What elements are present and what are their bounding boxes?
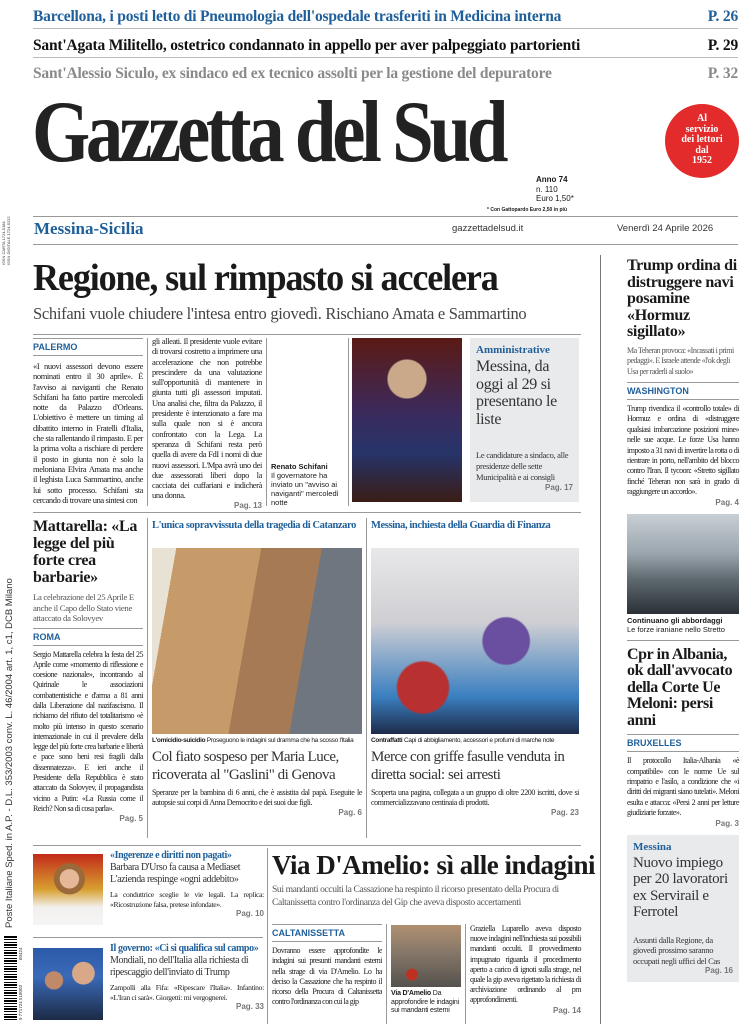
masthead-title: Gazzetta del Sud [32,84,505,181]
mondiali-headline[interactable]: Mondiali, no dell'Italia alla richiesta di ripescaggio dell'inviato di Trump [110,955,249,978]
postal-notice: Poste Italiane Sped. in A.P. - D.L. 353/2003 conv. L. 46/2004 art. 1, c1, DCB Milano [4,578,15,928]
box-page: Pag. 16 [704,966,733,976]
trump-subtitle: Ma Teheran provoca: «Incassati i primi pedaggi». E Israele attende «l'ok degli Usa per raderli al suolo» [627,345,734,376]
teaser-text: Sant'Alessio Siculo, ex sindaco ed ex tecnico assolti per la gestione del depuratore [33,65,552,82]
damelio-photo-caption [391,990,465,1016]
issue-number: n. 110 [536,184,558,194]
damelio-col-1 [272,924,382,1008]
caption-title: Renato Schifani [271,462,328,471]
damelio-col-3 [470,924,581,1016]
caption-title: Via D'Amelio [391,990,431,997]
teaser-2[interactable] [33,34,738,58]
issue-info [536,175,574,204]
badge-line: dei lettori [681,134,723,145]
divider [627,640,739,641]
lead-headline[interactable]: Regione, sul rimpasto si accelera [33,257,498,299]
cpr-body: Il protocollo Italia-Albania «è compatibile» con le norme Ue sul rimpatrio e l'asilo, a condizione che «i diritti dei migranti siano tutelati». Meloni esulta e attacca: «Persi 2 anni per letture giudiziarie forzate». [627,756,739,818]
durso-kicker: «Ingerenze e diritti non pagati» [110,850,232,861]
cpr-page[interactable]: Pag. 3 [715,818,739,828]
finanza-headline[interactable]: Merce con griffe fasulle venduta in diretta social: sei arresti [371,749,565,783]
box-page: Pag. 17 [544,483,573,492]
durso-article [110,850,264,919]
trump-page[interactable]: Pag. 4 [715,497,739,507]
badge-line: Al [697,113,707,124]
damelio-photo [391,925,461,987]
damelio-headline[interactable]: Via D'Amelio: sì alle indagini [272,850,596,880]
mondiali-photo [33,948,103,1020]
schifani-photo [352,338,462,502]
durso-photo [33,854,103,925]
cpr-article [627,647,739,829]
catanzaro-caption [152,737,362,745]
box-body: Le candidature a sindaco, alle presidenze delle sette Municipalità e ai consigli [476,450,569,482]
lead-photo-caption [271,462,347,507]
durso-page[interactable]: Pag. 10 [235,909,264,918]
finanza-body: Scoperta una pagina, collegata a un gruppo di oltre 2200 iscritti, dove si commercializzavano centinaia di prodotti. [371,788,579,807]
trump-article [627,258,739,508]
lead-page[interactable]: Pag. 13 [233,500,262,510]
catanzaro-headline[interactable]: Col fiato sospeso per Maria Luce, ricoverata al "Gaslini" di Genova [152,749,339,783]
barcode-code: 60424 [18,947,23,960]
price: Euro 1,50* [536,194,574,203]
caption-text: Proseguono le indagini sul dramma che ha scosso l'Italia [206,737,354,744]
mattarella-kicker: ROMA [33,628,143,646]
teaser-text: Sant'Agata Militello, ostetrico condannato in appello per aver palpeggiato partorienti [33,36,581,54]
caption-text: Da approfondire le indagini sui mandanti esterni [391,990,459,1014]
finanza-caption [371,737,579,745]
caption-text: Il governatore ha inviato un "avviso ai naviganti" mercoledì notte [271,471,339,507]
finanza-article [371,737,579,818]
teaser-page: P. 29 [707,36,738,54]
catanzaro-article [152,737,362,818]
lead-body-2: gli alleati. Il presidente vuole evitare di trovarsi costretto a imprimere una accelerazione che non potrebbe prescindere da una valutazione sull'opportunità di mantenere in giunta tutti gli assessori imputati. Una analisi che, filtra da Palazzo, il presidente è intenzionato a fare ma sulla quale non si è ancora confrontato con la Lega. La speranza di Schifani resta però quella di avere da FdI i nomi di due nuovi assessori. L'Mpa avrà uno dei due assessorati liberi dopo la cacciata dei cuffariani e indicherà una donna. [152,336,262,501]
catanzaro-kicker: L'unica sopravvissuta della tragedia di Catanzaro [152,520,356,531]
durso-headline[interactable]: Barbara D'Urso fa causa a Mediaset L'azienda respinge «ogni addebito» [110,862,241,885]
website[interactable]: gazzettadelsud.it [452,223,524,234]
teaser-page: P. 26 [707,7,738,25]
caption-text: Capi di abbigliamento, accessori e profumi di marche note [403,737,555,744]
teaser-1[interactable] [33,5,738,29]
lead-kicker: PALERMO [33,338,143,356]
hormuz-ship-photo [627,514,739,614]
lead-col-2 [152,336,262,511]
servirail-box[interactable] [627,835,739,983]
teaser-page: P. 32 [707,65,738,82]
badge-line: dal [695,144,709,156]
right-column [627,258,739,982]
badge-line: 1952 [692,155,712,166]
catanzaro-body: Speranze per la bambina di 6 anni, che è assistita dal papà. Eseguite le autopsie sui corpi di Anna Democrito e dei suoi due figli. [152,788,362,807]
issn-digital: ISSN DIGITALE 1724-5222 [6,216,11,265]
issn-print: ISSN CARTA 1724-5184 [1,221,6,265]
trump-body: Trump rivendica il «controllo totale» di Hormuz e ordina di «distruggere qualsiasi imbarcazione posizioni mine» nelle sue acque. Le forze Usa hanno imposto a 31 navi di invertire la rotta o di rientrare in porto, nell'ambito del blocco contro l'Iran. Il tycoon: «Stretto sigillato finché Teheran non sarà in grado di raggiungere un accordo». [627,404,739,497]
catanzaro-building-photo [152,548,362,734]
issn [1,216,11,265]
box-headline: Messina, da oggi al 29 si presentano le liste [476,358,557,428]
cpr-kicker: BRUXELLES [627,734,739,752]
catanzaro-page[interactable]: Pag. 6 [338,808,362,817]
damelio-subtitle: Sui mandanti occulti la Cassazione ha respinto il ricorso presentato della Procura di Caltanissetta contro l'ordinanza del Gip che aveva disposto accertamenti [272,884,559,908]
caption-title: L'omicidio-suicidio [152,737,206,744]
mattarella-article [33,518,143,824]
lead-col-1 [33,338,143,505]
teaser-3[interactable] [33,62,738,86]
cpr-headline[interactable]: Cpr in Albania, ok dall'avvocato della Corte Ue Meloni: persi anni [627,645,733,729]
mondiali-body: Zampolli alla Fifa: «Ripescare l'Italia». Infantino: «L'Iran ci sarà». Giorgetti: mi vergognerei. [110,983,264,1002]
trump-headline[interactable]: Trump ordina di distruggere navi posamine «Hormuz sigillato» [627,257,737,340]
date: Venerdì 24 Aprile 2026 [617,223,714,234]
lead-body-1: «I nuovi assessori devono essere nominati entro il 30 aprile». È l'avviso ai naviganti che Renato Schifani ha fatto partire mercoledì notte da Palazzo d'Orleans. L'obiettivo è mettere un timing al dibattito interno in Fratelli d'Italia, che sta rallentando il rimpasto. E per la prima volta a rischiare di perdere il posto in giunta non è solo la meloniana Elvira Amata ma anche il leghista Luca Sammartino, anche lui sotto processo. Schifani sta cercando di trovare una sintesi con [33,361,143,505]
hormuz-photo-caption [627,616,739,634]
anno: Anno 74 [536,175,568,184]
mondiali-page[interactable]: Pag. 33 [235,1002,264,1011]
since-1952-badge [665,104,739,178]
barcode-number: 9 771724 518003 [18,984,23,1020]
badge-line: servizio [685,123,719,135]
amministrative-box[interactable] [470,338,579,502]
caption-title: Continuano gli abbordaggi [627,615,723,625]
damelio-body-2: Graziella Luparello aveva disposto nuove indagini nell'inchiesta sui possibili mandanti occulti. Il provvedimento impugnato riguarda il procedimento aperto a carico di ignoti sulla strage, nel quale la gip aveva rigettato la richiesta di archiviazione ordinando al pm approfondimenti. [470,924,581,1005]
mattarella-subtitle: La celebrazione del 25 Aprile E anche il Capo dello Stato viene attaccato da Solovyev [33,592,134,623]
durso-body: La conduttrice sceglie le vie legali. La replica: «Ricostruzione falsa, pretese infondate». [110,890,264,909]
edition-label: Messina-Sicilia [34,219,144,238]
mattarella-headline[interactable]: Mattarella: «La legge del più forte crea barbarie» [33,518,138,586]
lead-subtitle: Schifani vuole chiudere l'intesa entro giovedì. Rischiano Amata e Sammartino [33,304,527,323]
caption-title: Contraffatti [371,737,403,744]
price-note: * Con Gattopardo Euro 2,50 in più [487,207,568,213]
teaser-text: Barcellona, i posti letto di Pneumologia dell'ospedale trasferiti in Medicina interna [33,7,562,25]
damelio-kicker: CALTANISSETTA [272,924,382,942]
caption-text: Le forze iraniane nello Stretto [627,624,725,634]
damelio-page[interactable]: Pag. 14 [552,1005,581,1015]
counterfeit-goods-photo [371,548,579,734]
damelio-body-1: Dovranno essere approfondite le indagini sui presunti mandanti esterni nella strage di via D'Amelio. Lo ha deciso la Cassazione che ha respinto il ricorso della Procura di Caltanissetta contro l'ordinanza con cui la gip [272,946,382,1007]
finanza-page[interactable]: Pag. 23 [550,808,579,817]
mondiali-article [110,943,264,1012]
box-body: Assunti dalla Regione, da giovedì prossimo saranno occupati negli uffici del Cas [633,934,720,966]
barcode [4,935,17,1020]
box-kicker: Amministrative [476,344,550,356]
mattarella-page[interactable]: Pag. 5 [119,814,143,824]
trump-kicker: WASHINGTON [627,382,739,400]
box-headline: Nuovo impiego per 20 lavoratori ex Servirail e Ferrotel [633,854,728,921]
mondiali-kicker: Il governo: «Ci si qualifica sul campo» [110,943,259,954]
mattarella-body: Sergio Mattarella celebra la festa del 25 Aprile come «momento di riflessione e coesione nazionale», incontrando al Quirinale le associazioni combattentistiche e d'arma a 81 anni dalla Liberazione dal nazifascismo. Il richiamo del rifiuto del totalitarismo «è molto più intenso in questo scenario internazionale in cui il prevalere della legge del più forte crea barbarie e libertà e pace sono beni resi fragili dalla dissennatezza». E ieri anche il Presidente della Repubblica è stato attaccato da Solovyev, il propagandista vicino a Putin: «La Russia come il Reich? Non sa di cosa parla». [33,649,143,813]
finanza-kicker: Messina, inchiesta della Guardia di Finanza [371,520,551,531]
box-kicker: Messina [633,840,672,853]
